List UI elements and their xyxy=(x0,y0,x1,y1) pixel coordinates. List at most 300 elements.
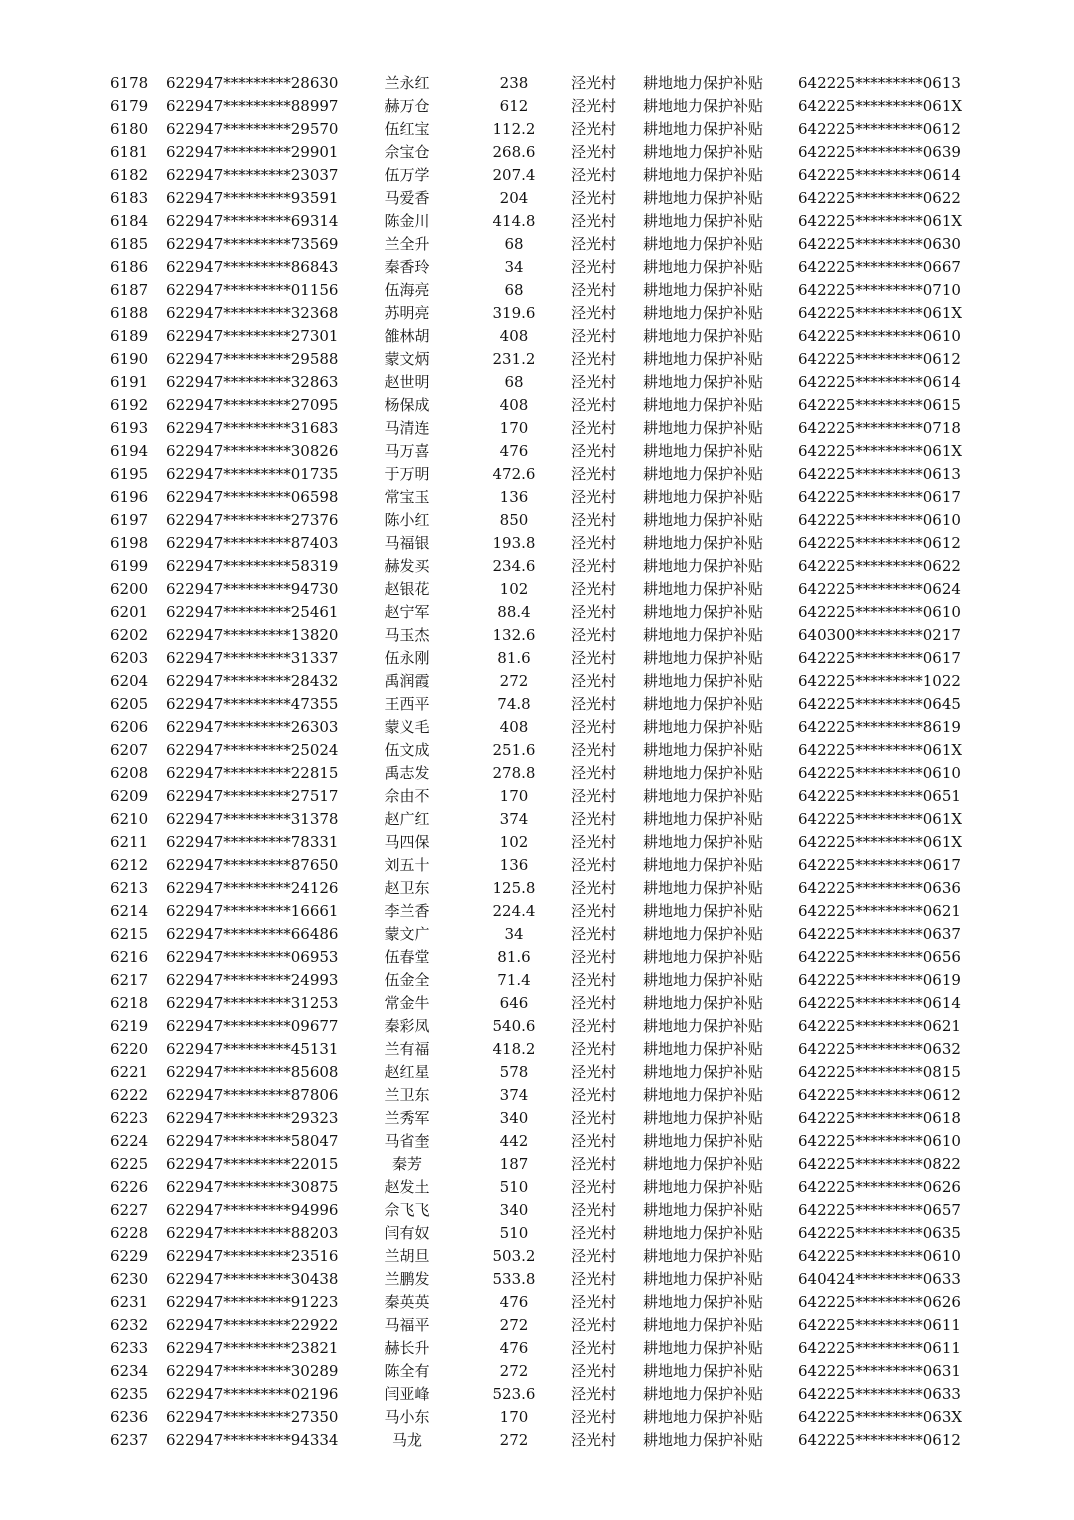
recipient-name: 蒙文广 xyxy=(384,925,430,943)
table-row xyxy=(0,509,1074,532)
table-row xyxy=(0,279,1074,302)
subsidy-amount: 503.2 xyxy=(492,1247,536,1265)
subsidy-type: 耕地地力保护补贴 xyxy=(643,258,764,276)
table-row xyxy=(0,95,1074,118)
bank-card-number: 622947*********06598 xyxy=(166,488,339,506)
subsidy-type: 耕地地力保护补贴 xyxy=(643,856,764,874)
subsidy-amount: 523.6 xyxy=(492,1385,536,1403)
subsidy-amount: 408 xyxy=(499,327,529,345)
recipient-name: 兰鹏发 xyxy=(384,1270,430,1288)
village-name: 泾光村 xyxy=(571,557,617,575)
row-number: 6196 xyxy=(110,488,149,506)
table-row xyxy=(0,647,1074,670)
recipient-name: 赫长升 xyxy=(384,1339,430,1357)
row-number: 6211 xyxy=(110,833,149,851)
village-name: 泾光村 xyxy=(571,833,617,851)
subsidy-type: 耕地地力保护补贴 xyxy=(643,557,764,575)
recipient-name: 王西平 xyxy=(384,695,430,713)
subsidy-type: 耕地地力保护补贴 xyxy=(643,649,764,667)
table-row xyxy=(0,670,1074,693)
id-card-number: 642225*********0618 xyxy=(798,1109,961,1127)
bank-card-number: 622947*********22815 xyxy=(166,764,339,782)
village-name: 泾光村 xyxy=(571,603,617,621)
table-row xyxy=(0,1061,1074,1084)
subsidy-type: 耕地地力保护补贴 xyxy=(643,1201,764,1219)
recipient-name: 闫有奴 xyxy=(384,1224,430,1242)
recipient-name: 马福平 xyxy=(384,1316,430,1334)
bank-card-number: 622947*********87806 xyxy=(166,1086,339,1104)
subsidy-type: 耕地地力保护补贴 xyxy=(643,1339,764,1357)
bank-card-number: 622947*********13820 xyxy=(166,626,339,644)
bank-card-number: 622947*********22922 xyxy=(166,1316,339,1334)
row-number: 6179 xyxy=(110,97,149,115)
bank-card-number: 622947*********09677 xyxy=(166,1017,339,1035)
bank-card-number: 622947*********23821 xyxy=(166,1339,339,1357)
recipient-name: 伍红宝 xyxy=(384,120,430,138)
subsidy-type: 耕地地力保护补贴 xyxy=(643,350,764,368)
bank-card-number: 622947*********31378 xyxy=(166,810,339,828)
id-card-number: 642225*********0612 xyxy=(798,534,961,552)
subsidy-amount: 125.8 xyxy=(492,879,536,897)
id-card-number: 642225*********0651 xyxy=(798,787,961,805)
id-card-number: 642225*********0610 xyxy=(798,1132,961,1150)
row-number: 6198 xyxy=(110,534,149,552)
bank-card-number: 622947*********91223 xyxy=(166,1293,339,1311)
village-name: 泾光村 xyxy=(571,1362,617,1380)
row-number: 6210 xyxy=(110,810,149,828)
recipient-name: 马小东 xyxy=(384,1408,430,1426)
subsidy-type: 耕地地力保护补贴 xyxy=(643,373,764,391)
bank-card-number: 622947*********29901 xyxy=(166,143,339,161)
subsidy-amount: 340 xyxy=(499,1201,529,1219)
table-row xyxy=(0,854,1074,877)
subsidy-amount: 207.4 xyxy=(492,166,536,184)
table-row xyxy=(0,1383,1074,1406)
table-row xyxy=(0,486,1074,509)
subsidy-amount: 272 xyxy=(499,1316,529,1334)
recipient-name: 雒林胡 xyxy=(384,327,430,345)
subsidy-type: 耕地地力保护补贴 xyxy=(643,902,764,920)
recipient-name: 闫亚峰 xyxy=(384,1385,430,1403)
bank-card-number: 622947*********27350 xyxy=(166,1408,339,1426)
subsidy-amount: 272 xyxy=(499,1362,529,1380)
subsidy-type: 耕地地力保护补贴 xyxy=(643,1132,764,1150)
row-number: 6224 xyxy=(110,1132,149,1150)
subsidy-type: 耕地地力保护补贴 xyxy=(643,74,764,92)
village-name: 泾光村 xyxy=(571,419,617,437)
id-card-number: 642225*********0611 xyxy=(798,1339,961,1357)
bank-card-number: 622947*********28630 xyxy=(166,74,339,92)
village-name: 泾光村 xyxy=(571,281,617,299)
recipient-name: 伍海亮 xyxy=(384,281,430,299)
id-card-number: 640300*********0217 xyxy=(798,626,961,644)
subsidy-amount: 231.2 xyxy=(492,350,536,368)
bank-card-number: 622947*********31683 xyxy=(166,419,339,437)
id-card-number: 642225*********0815 xyxy=(798,1063,961,1081)
row-number: 6205 xyxy=(110,695,149,713)
subsidy-amount: 272 xyxy=(499,1431,529,1449)
id-card-number: 642225*********1022 xyxy=(798,672,961,690)
village-name: 泾光村 xyxy=(571,327,617,345)
subsidy-amount: 414.8 xyxy=(492,212,536,230)
table-row xyxy=(0,1314,1074,1337)
row-number: 6213 xyxy=(110,879,149,897)
subsidy-amount: 319.6 xyxy=(492,304,536,322)
recipient-name: 马清连 xyxy=(384,419,430,437)
subsidy-amount: 278.8 xyxy=(492,764,536,782)
bank-card-number: 622947*********30438 xyxy=(166,1270,339,1288)
village-name: 泾光村 xyxy=(571,764,617,782)
id-card-number: 642225*********061X xyxy=(798,212,963,230)
recipient-name: 兰胡旦 xyxy=(384,1247,430,1265)
row-number: 6185 xyxy=(110,235,149,253)
subsidy-amount: 204 xyxy=(499,189,529,207)
village-name: 泾光村 xyxy=(571,971,617,989)
subsidy-amount: 578 xyxy=(499,1063,529,1081)
row-number: 6220 xyxy=(110,1040,149,1058)
bank-card-number: 622947*********32368 xyxy=(166,304,339,322)
table-row xyxy=(0,1176,1074,1199)
row-number: 6226 xyxy=(110,1178,149,1196)
subsidy-type: 耕地地力保护补贴 xyxy=(643,1178,764,1196)
subsidy-amount: 510 xyxy=(499,1224,529,1242)
recipient-name: 陈全有 xyxy=(384,1362,430,1380)
bank-card-number: 622947*********86843 xyxy=(166,258,339,276)
row-number: 6216 xyxy=(110,948,149,966)
subsidy-table xyxy=(0,72,1074,1452)
village-name: 泾光村 xyxy=(571,1385,617,1403)
table-row xyxy=(0,302,1074,325)
recipient-name: 蒙义毛 xyxy=(384,718,430,736)
subsidy-type: 耕地地力保护补贴 xyxy=(643,948,764,966)
subsidy-type: 耕地地力保护补贴 xyxy=(643,787,764,805)
bank-card-number: 622947*********93591 xyxy=(166,189,339,207)
row-number: 6183 xyxy=(110,189,149,207)
village-name: 泾光村 xyxy=(571,994,617,1012)
id-card-number: 642225*********0622 xyxy=(798,189,961,207)
bank-card-number: 622947*********94730 xyxy=(166,580,339,598)
village-name: 泾光村 xyxy=(571,1224,617,1242)
row-number: 6204 xyxy=(110,672,149,690)
table-row xyxy=(0,72,1074,95)
id-card-number: 642225*********0613 xyxy=(798,465,961,483)
subsidy-amount: 136 xyxy=(499,488,529,506)
table-row xyxy=(0,693,1074,716)
table-row xyxy=(0,969,1074,992)
id-card-number: 642225*********0617 xyxy=(798,649,961,667)
village-name: 泾光村 xyxy=(571,1247,617,1265)
id-card-number: 642225*********0613 xyxy=(798,74,961,92)
recipient-name: 常宝玉 xyxy=(384,488,430,506)
bank-card-number: 622947*********23037 xyxy=(166,166,339,184)
bank-card-number: 622947*********47355 xyxy=(166,695,339,713)
table-row xyxy=(0,532,1074,555)
village-name: 泾光村 xyxy=(571,580,617,598)
recipient-name: 伍春堂 xyxy=(384,948,430,966)
bank-card-number: 622947*********78331 xyxy=(166,833,339,851)
village-name: 泾光村 xyxy=(571,948,617,966)
bank-card-number: 622947*********27301 xyxy=(166,327,339,345)
recipient-name: 赵红星 xyxy=(384,1063,430,1081)
village-name: 泾光村 xyxy=(571,695,617,713)
recipient-name: 陈小红 xyxy=(384,511,430,529)
id-card-number: 642225*********0624 xyxy=(798,580,961,598)
recipient-name: 赵广红 xyxy=(384,810,430,828)
bank-card-number: 622947*********25461 xyxy=(166,603,339,621)
subsidy-type: 耕地地力保护补贴 xyxy=(643,419,764,437)
village-name: 泾光村 xyxy=(571,718,617,736)
recipient-name: 马四保 xyxy=(384,833,430,851)
id-card-number: 642225*********061X xyxy=(798,741,963,759)
recipient-name: 马玉杰 xyxy=(384,626,430,644)
village-name: 泾光村 xyxy=(571,1040,617,1058)
bank-card-number: 622947*********94334 xyxy=(166,1431,339,1449)
row-number: 6231 xyxy=(110,1293,149,1311)
village-name: 泾光村 xyxy=(571,1017,617,1035)
subsidy-type: 耕地地力保护补贴 xyxy=(643,879,764,897)
id-card-number: 642225*********0617 xyxy=(798,488,961,506)
row-number: 6219 xyxy=(110,1017,149,1035)
table-row xyxy=(0,1360,1074,1383)
row-number: 6206 xyxy=(110,718,149,736)
row-number: 6209 xyxy=(110,787,149,805)
table-row xyxy=(0,325,1074,348)
recipient-name: 秦英英 xyxy=(384,1293,430,1311)
subsidy-amount: 408 xyxy=(499,718,529,736)
subsidy-amount: 170 xyxy=(499,1408,529,1426)
id-card-number: 640424*********0633 xyxy=(798,1270,961,1288)
bank-card-number: 622947*********27517 xyxy=(166,787,339,805)
id-card-number: 642225*********0636 xyxy=(798,879,961,897)
recipient-name: 赫万仓 xyxy=(384,97,430,115)
id-card-number: 642225*********0619 xyxy=(798,971,961,989)
subsidy-amount: 102 xyxy=(499,833,529,851)
bank-card-number: 622947*********25024 xyxy=(166,741,339,759)
id-card-number: 642225*********0614 xyxy=(798,373,961,391)
village-name: 泾光村 xyxy=(571,1178,617,1196)
village-name: 泾光村 xyxy=(571,1270,617,1288)
subsidy-amount: 74.8 xyxy=(497,695,531,713)
recipient-name: 秦彩凤 xyxy=(384,1017,430,1035)
subsidy-amount: 238 xyxy=(499,74,529,92)
id-card-number: 642225*********063X xyxy=(798,1408,963,1426)
row-number: 6187 xyxy=(110,281,149,299)
recipient-name: 赵银花 xyxy=(384,580,430,598)
recipient-name: 赵卫东 xyxy=(384,879,430,897)
village-name: 泾光村 xyxy=(571,741,617,759)
village-name: 泾光村 xyxy=(571,1408,617,1426)
id-card-number: 642225*********0611 xyxy=(798,1316,961,1334)
id-card-number: 642225*********061X xyxy=(798,97,963,115)
table-row xyxy=(0,1268,1074,1291)
row-number: 6189 xyxy=(110,327,149,345)
subsidy-type: 耕地地力保护补贴 xyxy=(643,1431,764,1449)
id-card-number: 642225*********061X xyxy=(798,833,963,851)
subsidy-amount: 224.4 xyxy=(492,902,536,920)
village-name: 泾光村 xyxy=(571,649,617,667)
recipient-name: 马爱香 xyxy=(384,189,430,207)
row-number: 6225 xyxy=(110,1155,149,1173)
subsidy-type: 耕地地力保护补贴 xyxy=(643,1224,764,1242)
village-name: 泾光村 xyxy=(571,626,617,644)
subsidy-type: 耕地地力保护补贴 xyxy=(643,235,764,253)
subsidy-amount: 34 xyxy=(504,925,524,943)
subsidy-type: 耕地地力保护补贴 xyxy=(643,833,764,851)
subsidy-type: 耕地地力保护补贴 xyxy=(643,143,764,161)
subsidy-type: 耕地地力保护补贴 xyxy=(643,1063,764,1081)
bank-card-number: 622947*********28432 xyxy=(166,672,339,690)
subsidy-type: 耕地地力保护补贴 xyxy=(643,626,764,644)
village-name: 泾光村 xyxy=(571,350,617,368)
subsidy-type: 耕地地力保护补贴 xyxy=(643,1316,764,1334)
table-row xyxy=(0,624,1074,647)
row-number: 6222 xyxy=(110,1086,149,1104)
id-card-number: 642225*********0632 xyxy=(798,1040,961,1058)
id-card-number: 642225*********8619 xyxy=(798,718,961,736)
bank-card-number: 622947*********24993 xyxy=(166,971,339,989)
subsidy-amount: 68 xyxy=(504,373,524,391)
recipient-name: 秦香玲 xyxy=(384,258,430,276)
row-number: 6208 xyxy=(110,764,149,782)
village-name: 泾光村 xyxy=(571,672,617,690)
row-number: 6202 xyxy=(110,626,149,644)
bank-card-number: 622947*********30289 xyxy=(166,1362,339,1380)
table-row xyxy=(0,1429,1074,1452)
recipient-name: 赵世明 xyxy=(384,373,430,391)
subsidy-amount: 340 xyxy=(499,1109,529,1127)
recipient-name: 兰全升 xyxy=(384,235,430,253)
row-number: 6237 xyxy=(110,1431,149,1449)
table-row xyxy=(0,1130,1074,1153)
id-card-number: 642225*********0615 xyxy=(798,396,961,414)
table-row xyxy=(0,1084,1074,1107)
table-row xyxy=(0,578,1074,601)
village-name: 泾光村 xyxy=(571,1155,617,1173)
table-row xyxy=(0,808,1074,831)
recipient-name: 伍永刚 xyxy=(384,649,430,667)
recipient-name: 兰秀军 xyxy=(384,1109,430,1127)
row-number: 6207 xyxy=(110,741,149,759)
recipient-name: 马万喜 xyxy=(384,442,430,460)
subsidy-type: 耕地地力保护补贴 xyxy=(643,672,764,690)
id-card-number: 642225*********0621 xyxy=(798,1017,961,1035)
village-name: 泾光村 xyxy=(571,925,617,943)
bank-card-number: 622947*********31337 xyxy=(166,649,339,667)
bank-card-number: 622947*********24126 xyxy=(166,879,339,897)
table-row xyxy=(0,440,1074,463)
row-number: 6221 xyxy=(110,1063,149,1081)
row-number: 6230 xyxy=(110,1270,149,1288)
table-row xyxy=(0,394,1074,417)
table-row xyxy=(0,831,1074,854)
id-card-number: 642225*********061X xyxy=(798,304,963,322)
id-card-number: 642225*********0617 xyxy=(798,856,961,874)
id-card-number: 642225*********0637 xyxy=(798,925,961,943)
recipient-name: 伍文成 xyxy=(384,741,430,759)
recipient-name: 兰卫东 xyxy=(384,1086,430,1104)
id-card-number: 642225*********061X xyxy=(798,442,963,460)
subsidy-type: 耕地地力保护补贴 xyxy=(643,1362,764,1380)
subsidy-amount: 408 xyxy=(499,396,529,414)
id-card-number: 642225*********0610 xyxy=(798,327,961,345)
village-name: 泾光村 xyxy=(571,1201,617,1219)
id-card-number: 642225*********0626 xyxy=(798,1293,961,1311)
row-number: 6236 xyxy=(110,1408,149,1426)
bank-card-number: 622947*********29588 xyxy=(166,350,339,368)
subsidy-amount: 251.6 xyxy=(492,741,536,759)
village-name: 泾光村 xyxy=(571,465,617,483)
village-name: 泾光村 xyxy=(571,488,617,506)
row-number: 6194 xyxy=(110,442,149,460)
village-name: 泾光村 xyxy=(571,1132,617,1150)
bank-card-number: 622947*********06953 xyxy=(166,948,339,966)
row-number: 6193 xyxy=(110,419,149,437)
recipient-name: 赫发买 xyxy=(384,557,430,575)
table-row xyxy=(0,1015,1074,1038)
subsidy-amount: 533.8 xyxy=(492,1270,536,1288)
table-row xyxy=(0,417,1074,440)
subsidy-amount: 187 xyxy=(499,1155,529,1173)
subsidy-type: 耕地地力保护补贴 xyxy=(643,718,764,736)
table-row xyxy=(0,739,1074,762)
village-name: 泾光村 xyxy=(571,1316,617,1334)
id-card-number: 642225*********0610 xyxy=(798,603,961,621)
subsidy-type: 耕地地力保护补贴 xyxy=(643,925,764,943)
bank-card-number: 622947*********27095 xyxy=(166,396,339,414)
bank-card-number: 622947*********58047 xyxy=(166,1132,339,1150)
row-number: 6229 xyxy=(110,1247,149,1265)
id-card-number: 642225*********0612 xyxy=(798,1431,961,1449)
table-row xyxy=(0,1406,1074,1429)
bank-card-number: 622947*********01156 xyxy=(166,281,339,299)
bank-card-number: 622947*********85608 xyxy=(166,1063,339,1081)
subsidy-type: 耕地地力保护补贴 xyxy=(643,1293,764,1311)
id-card-number: 642225*********0621 xyxy=(798,902,961,920)
subsidy-amount: 112.2 xyxy=(492,120,536,138)
village-name: 泾光村 xyxy=(571,442,617,460)
bank-card-number: 622947*********16661 xyxy=(166,902,339,920)
subsidy-amount: 850 xyxy=(499,511,529,529)
bank-card-number: 622947*********01735 xyxy=(166,465,339,483)
table-row xyxy=(0,785,1074,808)
id-card-number: 642225*********0610 xyxy=(798,1247,961,1265)
table-row xyxy=(0,371,1074,394)
table-row xyxy=(0,923,1074,946)
id-card-number: 642225*********0710 xyxy=(798,281,961,299)
recipient-name: 马福银 xyxy=(384,534,430,552)
village-name: 泾光村 xyxy=(571,1063,617,1081)
subsidy-amount: 136 xyxy=(499,856,529,874)
id-card-number: 642225*********0718 xyxy=(798,419,961,437)
subsidy-amount: 34 xyxy=(504,258,524,276)
subsidy-type: 耕地地力保护补贴 xyxy=(643,695,764,713)
subsidy-type: 耕地地力保护补贴 xyxy=(643,1109,764,1127)
subsidy-amount: 374 xyxy=(499,1086,529,1104)
id-card-number: 642225*********0635 xyxy=(798,1224,961,1242)
village-name: 泾光村 xyxy=(571,373,617,391)
subsidy-amount: 476 xyxy=(499,1293,529,1311)
table-row xyxy=(0,1337,1074,1360)
row-number: 6217 xyxy=(110,971,149,989)
row-number: 6223 xyxy=(110,1109,149,1127)
village-name: 泾光村 xyxy=(571,856,617,874)
village-name: 泾光村 xyxy=(571,74,617,92)
id-card-number: 642225*********0622 xyxy=(798,557,961,575)
subsidy-type: 耕地地力保护补贴 xyxy=(643,396,764,414)
table-row xyxy=(0,1199,1074,1222)
row-number: 6191 xyxy=(110,373,149,391)
subsidy-type: 耕地地力保护补贴 xyxy=(643,810,764,828)
